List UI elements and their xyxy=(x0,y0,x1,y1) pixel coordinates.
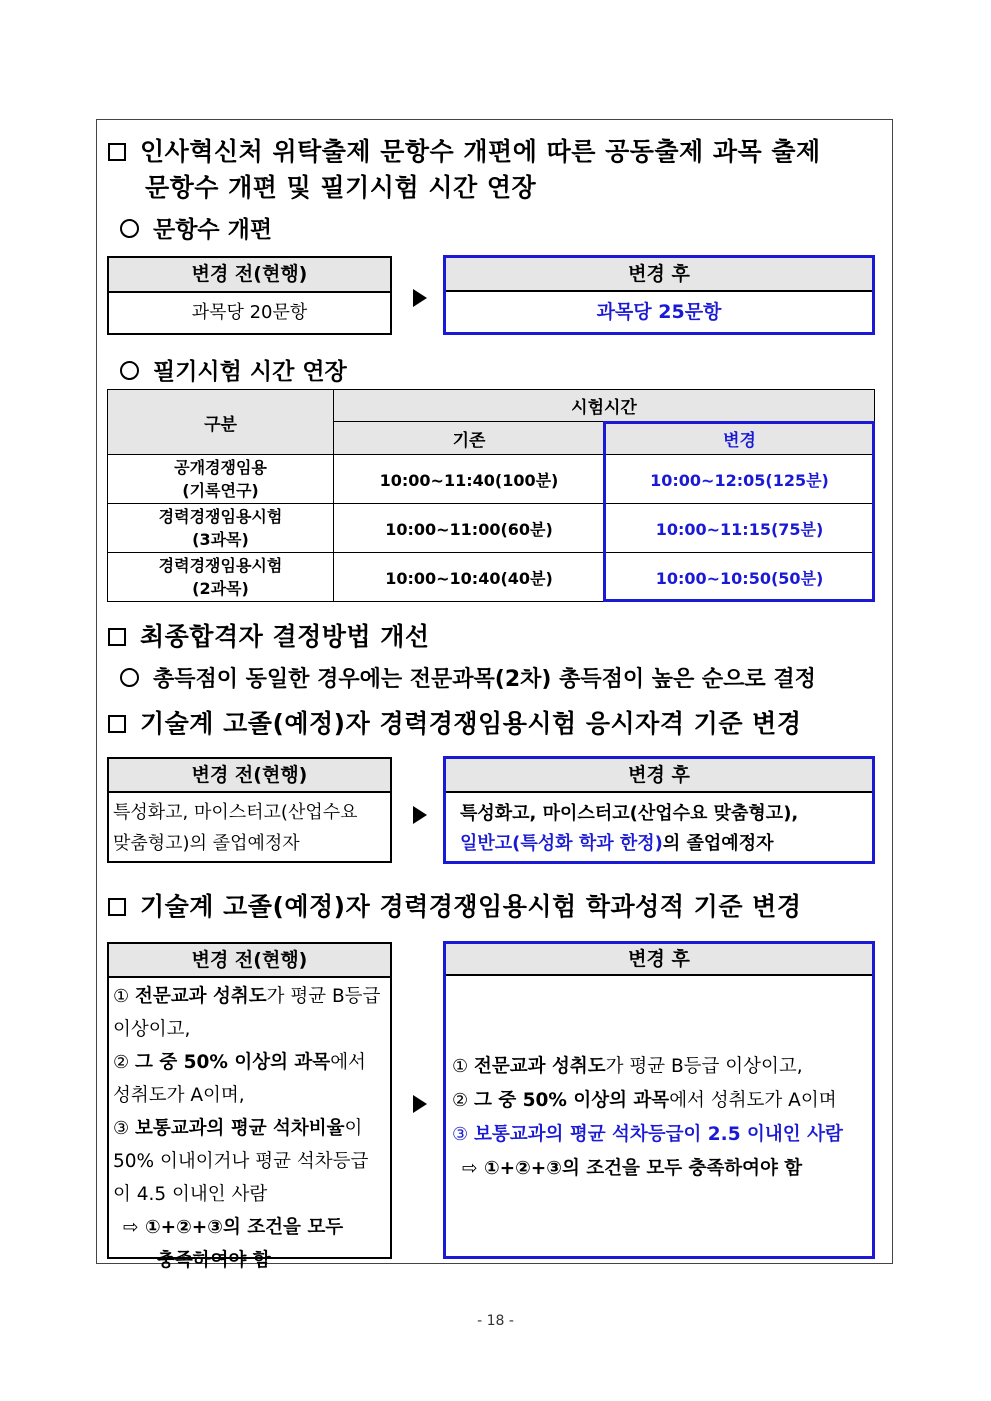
circle-bullet-icon xyxy=(120,361,139,380)
square-bullet-icon xyxy=(108,898,126,916)
col-changed: 변경 xyxy=(605,422,875,455)
sub1-before-box xyxy=(107,256,392,335)
row-category: 경력경쟁임용시험 (3과목) xyxy=(108,504,334,553)
hollow-arrow-icon: ⇨ xyxy=(462,1158,478,1179)
row-existing: 10:00~11:40(100분) xyxy=(334,455,605,504)
hollow-arrow-icon: ⇨ xyxy=(123,1217,139,1238)
sub1-before-value: 과목당 20문항 xyxy=(191,302,308,323)
row-existing: 10:00~10:40(40분) xyxy=(334,553,605,602)
row-category: 공개경쟁임용 (기록연구) xyxy=(108,455,334,504)
section4-after-header: 변경 후 xyxy=(446,944,872,976)
section1-title-line2: 문항수 개편 및 필기시험 시간 연장 xyxy=(145,173,537,202)
col-exam-time: 시험시간 xyxy=(334,390,875,422)
row-changed: 10:00~12:05(125분) xyxy=(605,455,875,504)
section4-after-box xyxy=(443,941,875,1259)
circle-bullet-icon xyxy=(120,668,139,687)
sub2-title xyxy=(120,353,347,386)
sub1-after-header: 변경 후 xyxy=(446,258,872,292)
sub1-after-box xyxy=(443,255,875,335)
square-bullet-icon xyxy=(108,628,126,646)
section2-title xyxy=(108,617,430,653)
section3-before-text: 특성화고, 마이스터고(산업수요 맞춤형고)의 졸업예정자 xyxy=(113,802,358,854)
sub1-before-header: 변경 전(현행) xyxy=(109,258,390,293)
section4-before-box xyxy=(107,942,392,1271)
row-changed: 10:00~11:15(75분) xyxy=(605,504,875,553)
section1-title-line1: 인사혁신처 위탁출제 문항수 개편에 따른 공동출제 과목 출제 xyxy=(140,137,821,166)
section2-bullet-text: 총득점이 동일한 경우에는 전문과목(2차) 총득점이 높은 순으로 결정 xyxy=(153,667,816,692)
section4-title-text: 기술계 고졸(예정)자 경력경쟁임용시험 학과성적 기준 변경 xyxy=(140,892,802,921)
sub1-after-value: 과목당 25문항 xyxy=(596,301,722,323)
section2-title-text: 최종합격자 결정방법 개선 xyxy=(140,622,430,651)
section4-before-header: 변경 전(현행) xyxy=(109,944,390,978)
section3-before-box xyxy=(107,757,392,863)
sub1-title xyxy=(120,211,272,244)
arrow-right-icon xyxy=(413,806,427,824)
circle-bullet-icon xyxy=(120,219,139,238)
col-existing: 기존 xyxy=(334,422,605,455)
section3-after-text: 특성화고, 마이스터고(산업수요 맞춤형고), 일반고(특성화 학과 한정)의 졸업예정자 xyxy=(460,803,799,854)
section3-title xyxy=(108,704,801,740)
section1-title xyxy=(108,132,821,168)
arrow-right-icon xyxy=(413,1095,427,1113)
arrow-right-icon xyxy=(413,289,427,307)
sub1-title-text: 문항수 개편 xyxy=(153,217,273,243)
section3-title-text: 기술계 고졸(예정)자 경력경쟁임용시험 응시자격 기준 변경 xyxy=(140,709,802,738)
sub2-title-text: 필기시험 시간 연장 xyxy=(153,359,347,385)
section4-title xyxy=(108,887,801,923)
row-existing: 10:00~11:00(60분) xyxy=(334,504,605,553)
page-number: - 18 - xyxy=(477,1313,514,1329)
changed-column-highlight xyxy=(603,421,875,602)
row-category: 경력경쟁임용시험 (2과목) xyxy=(108,553,334,602)
section2-bullet xyxy=(120,662,816,693)
row-changed: 10:00~10:50(50분) xyxy=(605,553,875,602)
col-category: 구분 xyxy=(108,390,334,455)
square-bullet-icon xyxy=(108,143,126,161)
section4-before-text: ① 전문교과 성취도가 평균 B등급 이상이고, ② 그 중 50% 이상의 과목에서 성취도가 A이며, ③ 보통교과의 평균 석차비율이 50% 이내이거나 평균 석차등급 이 4.5 이내인 사람 ⇨ ①+②+③의 조건을 모두 충족하여야 함 xyxy=(113,986,381,1271)
section3-before-header: 변경 전(현행) xyxy=(109,759,390,793)
square-bullet-icon xyxy=(108,715,126,733)
section3-after-box xyxy=(443,756,875,864)
section4-after-text: ① 전문교과 성취도가 평균 B등급 이상이고, ② 그 중 50% 이상의 과목에서 성취도가 A이며 ③ 보통교과의 평균 석차등급이 2.5 이내인 사람 ⇨ ①+②+③의 조건을 모두 충족하여야 함 xyxy=(452,1056,843,1179)
section3-after-header: 변경 후 xyxy=(446,759,872,793)
